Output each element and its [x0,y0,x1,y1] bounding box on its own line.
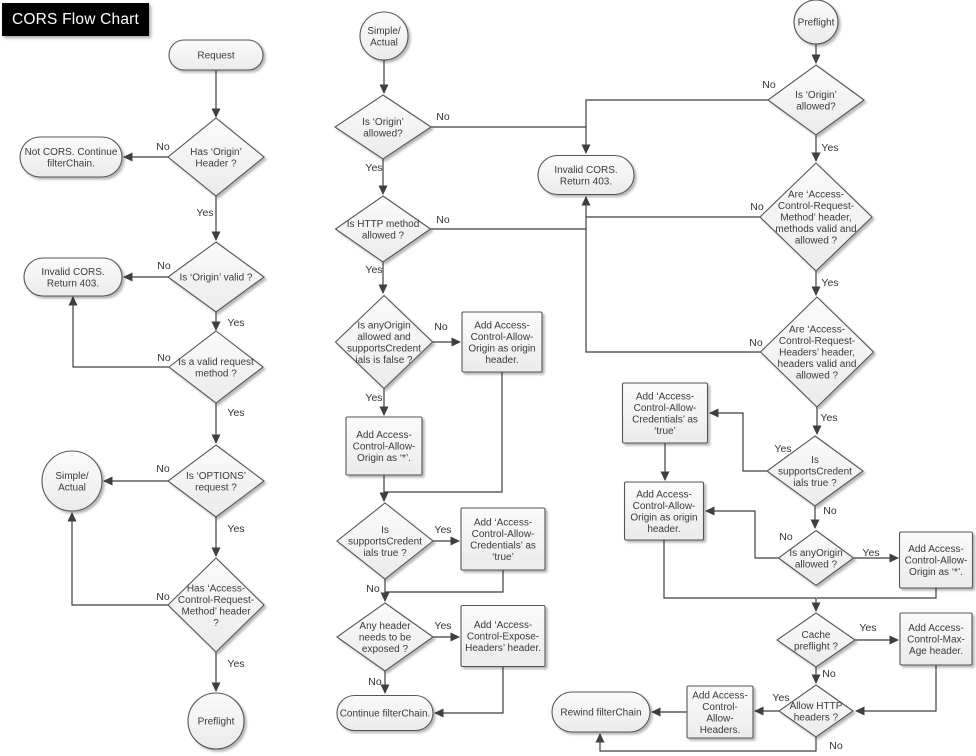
node-cache-preflight [777,613,855,667]
edge-label-yes-16: Yes [434,524,452,536]
node-label-add-origin-star-mid: Add Access-Control-Allow-Origin as ‘*’. [352,430,416,464]
node-is-origin-allowed-mid [335,95,431,159]
edge-supports-credentials-right-yes [710,413,767,471]
node-label-is-anyorigin-right: Is anyOrigin allowed ? [789,547,843,571]
node-label-add-allow-headers: Add Access-Control-Allow-Headers. [692,690,748,736]
edge-label-no-20: No [762,79,776,91]
edge-label-yes-15: Yes [365,392,383,404]
node-is-valid-request-method [169,331,263,403]
edge-label-yes-29: Yes [862,547,880,559]
node-add-credentials-right [623,383,708,443]
node-has-origin-header [168,118,264,196]
edge-label-no-31: No [822,668,836,680]
edge-label-no-2: No [157,260,171,272]
edge-label-no-33: No [829,740,843,752]
edge-label-yes-32: Yes [772,692,790,704]
edge-origin-allowed-right-no [586,100,768,153]
node-are-acrh-valid [761,297,874,407]
edge-label-no-17: No [366,583,380,595]
edge-label-yes-9: Yes [227,658,245,670]
node-add-expose-headers [461,606,545,667]
node-label-any-header-exposed: Any header needs to be exposed ? [358,621,412,655]
node-label-is-http-method-allowed: Is HTTP method allowed ? [346,218,420,242]
node-add-origin-header-right [625,482,704,540]
node-label-is-anyorigin-and-credentials: Is anyOrigin allowed and supportsCredent ials is false ? [347,320,421,366]
node-label-add-max-age: Add Access-Control-Max-Age header. [907,623,965,657]
edge-label-no-24: No [749,337,763,349]
edge-label-yes-3: Yes [227,317,245,329]
node-invalid-cors-mid [538,156,634,195]
node-is-origin-allowed-right [768,65,864,135]
chart-title: CORS Flow Chart [2,3,149,36]
edge-label-no-28: No [779,531,793,543]
edge-label-yes-26: Yes [774,443,792,455]
node-label-add-origin-header-right: Add Access-Control-Allow-Origin as origin header. [630,489,698,535]
edge-label-no-14: No [434,321,448,333]
node-simple-actual-left [42,451,102,511]
node-label-preflight-left: Preflight [197,716,235,728]
edge-label-yes-5: Yes [227,407,245,419]
node-label-not-cors: Not CORS. Continue filterChain. [24,146,118,170]
node-label-add-credentials-right: Add ‘Access-Control-Allow-Credentials’ as ‘true’ [632,391,698,437]
edge-credentials-mid-down [385,570,503,592]
node-label-allow-http-headers: Allow HTTP headers ? [789,700,843,724]
node-label-add-expose-headers: Add ‘Access-Control-Expose-Headers’ header. [465,620,541,654]
node-are-acrm-valid [760,163,872,271]
edge-label-yes-18: Yes [434,620,452,632]
edge-label-no-8: No [156,591,170,603]
node-is-options-request [168,445,264,517]
node-label-add-origin-star-right: Add Access-Control-Allow-Origin as ‘*’. [904,544,968,578]
edge-label-no-0: No [156,141,170,153]
edge-label-yes-25: Yes [820,412,838,424]
node-label-request: Request [197,50,235,62]
node-label-is-supports-credentials-mid: Is supportsCredent ials true ? [348,525,422,559]
node-label-is-origin-allowed-right: Is ‘Origin’ allowed? [795,89,837,113]
node-label-invalid-cors-mid: Invalid CORS. Return 403. [554,164,618,188]
node-continue-filterchain [337,696,433,731]
node-rewind-filterchain [552,692,650,732]
edge-label-no-6: No [156,463,170,475]
edge-label-no-19: No [368,676,382,688]
node-any-header-exposed [337,603,433,671]
node-simple-actual-mid [360,12,408,60]
node-label-rewind-filterchain: Rewind filterChain [560,707,642,719]
node-label-invalid-cors-left: Invalid CORS. Return 403. [41,266,105,290]
node-label-cache-preflight: Cache preflight ? [794,629,838,653]
node-label-are-acrh-valid: Are ‘Access-Control-Request-Headers’ header, headers valid and allowed ? [777,324,857,382]
node-label-preflight-right: Preflight [797,17,835,29]
node-is-supports-credentials-mid [337,503,433,579]
node-preflight-left [188,693,244,749]
node-label-add-origin-header-mid: Add Access-Control-Allow-Origin as origin header. [468,320,536,366]
edge-has-acrm-no [72,513,168,605]
node-allow-http-headers [779,685,853,737]
node-add-max-age [900,613,972,665]
node-label-simple-actual-left: Simple/ Actual [55,470,89,494]
node-add-origin-header-mid [462,312,542,372]
edge-expose-headers-down [435,667,503,713]
node-is-http-method-allowed [336,196,431,262]
edge-label-no-12: No [436,214,450,226]
node-label-has-acrm-header: Has ‘Access-Control-Request-Method’ header ? [177,583,255,629]
edge-origin-star-right-down [817,588,936,598]
node-is-origin-valid [168,242,264,312]
node-request [169,40,263,70]
node-label-is-origin-allowed-mid: Is ‘Origin’ allowed? [362,116,404,140]
node-add-allow-headers [687,686,753,738]
node-has-acrm-header [168,558,264,652]
edge-valid-method-no [73,297,169,367]
edge-label-yes-1: Yes [196,207,214,219]
edge-anyorigin-right-no [706,511,779,558]
edge-label-yes-13: Yes [365,264,383,276]
node-label-add-credentials-mid: Add ‘Access-Control-Allow-Credentials’ as ‘true’ [470,517,536,563]
node-invalid-cors-left [24,258,122,296]
node-label-continue-filterchain: Continue filterChain. [339,708,431,720]
edge-label-no-10: No [436,111,450,123]
node-add-origin-star-right [900,532,973,588]
node-add-origin-star-mid [346,417,422,475]
node-label-is-origin-valid: Is ‘Origin’ valid ? [179,272,253,284]
edge-label-yes-30: Yes [859,622,877,634]
edge-label-yes-11: Yes [365,162,383,174]
node-label-is-valid-request-method: Is a valid request method ? [178,356,254,380]
edge-label-yes-21: Yes [821,142,839,154]
node-label-is-supports-credentials-right: Is supportsCredent ials true ? [778,455,852,489]
node-label-are-acrm-valid: Are ‘Access-Control-Request-Method’ header, methods valid and allowed ? [775,189,857,247]
node-preflight-right [794,0,838,44]
edge-label-no-4: No [157,352,171,364]
node-is-anyorigin-and-credentials [336,296,433,389]
edge-label-no-22: No [750,201,764,213]
node-label-has-origin-header: Has ‘Origin’ Header ? [190,146,242,170]
edge-acrh-no [586,197,761,352]
node-label-simple-actual-mid: Simple/ Actual [367,25,401,49]
node-add-credentials-mid [461,508,545,570]
node-label-is-options-request: Is ‘OPTIONS’ request ? [185,470,247,494]
edge-label-yes-23: Yes [821,277,839,289]
edge-max-age-down [856,665,936,711]
edge-label-yes-7: Yes [227,523,245,535]
node-not-cors [20,137,122,177]
edge-label-no-27: No [823,505,837,517]
